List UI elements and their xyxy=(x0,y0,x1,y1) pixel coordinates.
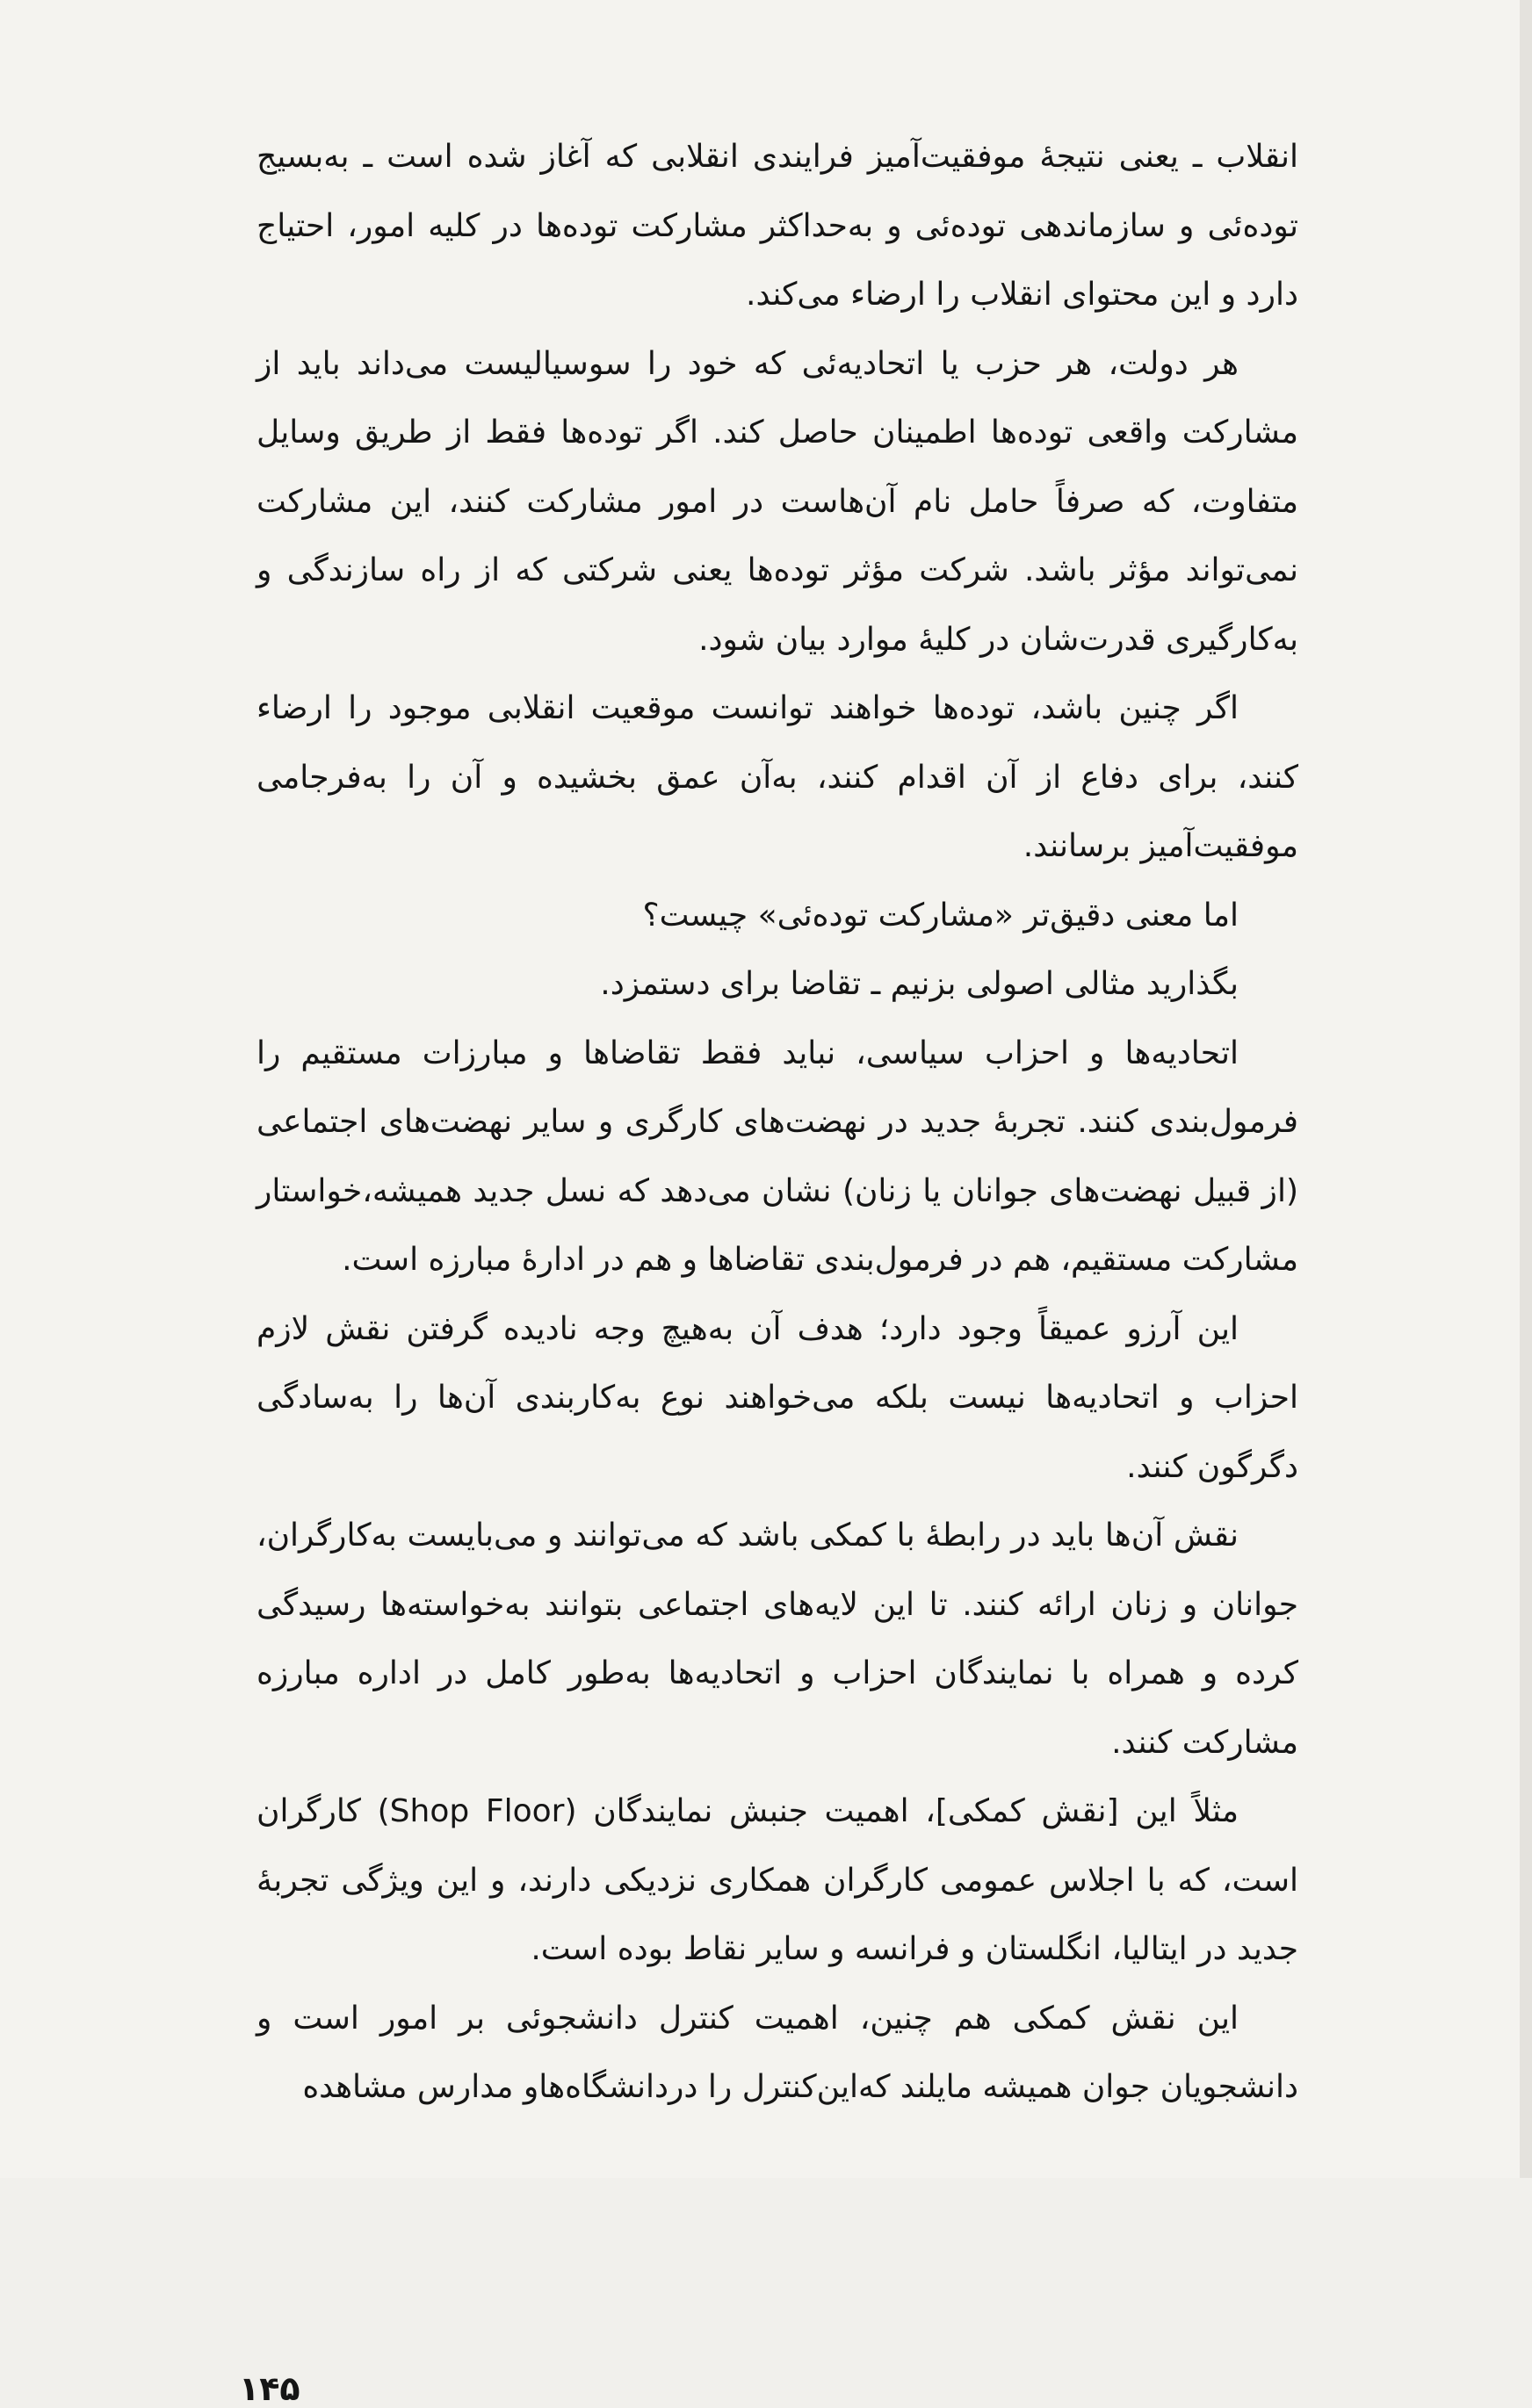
page-edge-shadow xyxy=(1520,0,1532,2178)
paragraph-6: اتحادیه‌ها و احزاب سیاسی، نباید فقط تقاضاها و مبارزات مستقیم را فرمول‌بندی کنند. تجربهٔ جدید در نهضت‌های کارگری و سایر نهضت‌های اجتماعی (از قبیل نهضت‌های جوانان یا زنان) نشان می‌دهد که نسل جدید همیشه،خواستار مشارکت مستقیم، هم در فرمول‌بندی تقاضاها و هم در ادارهٔ مبارزه است. xyxy=(257,1035,1298,1278)
paragraph-5: بگذارید مثالی اصولی بزنیم ـ تقاضا برای دستمزد. xyxy=(600,966,1239,1002)
body-text xyxy=(257,123,1298,2123)
page-number-label: ۱۴۵ xyxy=(239,2369,300,2408)
paragraph-10: این نقش کمکی هم چنین، اهمیت کنترل دانشجوئی بر امور است و دانشجویان جوان همیشه مایلند که‌این‌کنترل را دردانشگاه‌هاو مدارس مشاهده xyxy=(257,2000,1298,2105)
paragraph-9: مثلاً این [نقش کمکی]، اهمیت جنبش نمایندگان (Shop Floor) کارگران است، که با اجلاس عمومی کارگران همکاری نزدیکی دارند، و این ویژگی تجربهٔ جدید در ایتالیا، انگلستان و فرانسه و سایر نقاط بوده است. xyxy=(257,1793,1298,1967)
paragraph-1: انقلاب ـ یعنی نتیجهٔ موفقیت‌آمیز فرایندی انقلابی که آغاز شده است ـ به‌بسیج توده‌ئی و سازماندهی توده‌ئی و به‌حداکثر مشارکت توده‌ها در کلیه امور، احتیاج دارد و این محتوای انقلاب را ارضاء می‌کند. xyxy=(257,139,1298,313)
paragraph-4: اما معنی دقیق‌تر «مشارکت توده‌ئی» چیست؟ xyxy=(642,897,1239,934)
paragraph-3: اگر چنین باشد، توده‌ها خواهند توانست موقعیت انقلابی موجود را ارضاء کنند، برای دفاع از آن اقدام کنند، به‌آن عمق بخشیده و آن را به‌فرجامی موفقیت‌آمیز برسانند. xyxy=(257,690,1298,864)
paragraph-2: هر دولت، هر حزب یا اتحادیه‌ئی که خود را سوسیالیست می‌داند باید از مشارکت واقعی توده‌ها اطمینان حاصل کند. اگر توده‌ها فقط از طریق وسایل متفاوت، که صرفاً حامل نام آن‌هاست در امور مشارکت کنند، این مشارکت نمی‌تواند مؤثر باشد. شرکت مؤثر توده‌ها یعنی شرکتی که از راه سازندگی و به‌کارگیری قدرت‌شان در کلیهٔ موارد بیان شود. xyxy=(257,345,1298,658)
paragraph-7: این آرزو عمیقاً وجود دارد؛ هدف آن به‌هیچ وجه نادیده گرفتن نقش لازم احزاب و اتحادیه‌ها نیست بلکه می‌خواهند نوع به‌کاربندی آن‌ها را به‌سادگی دگرگون کنند. xyxy=(257,1310,1298,1485)
paragraph-8: نقش آن‌ها باید در رابطهٔ با کمکی باشد که می‌توانند و می‌بایست به‌کارگران، جوانان و زنان ارائه کنند. تا این لایه‌های اجتماعی بتوانند به‌خواسته‌ها رسیدگی کرده و همراه با نمایندگان احزاب و اتحادیه‌ها به‌طور کامل در اداره مبارزه مشارکت کنند. xyxy=(257,1518,1298,1761)
